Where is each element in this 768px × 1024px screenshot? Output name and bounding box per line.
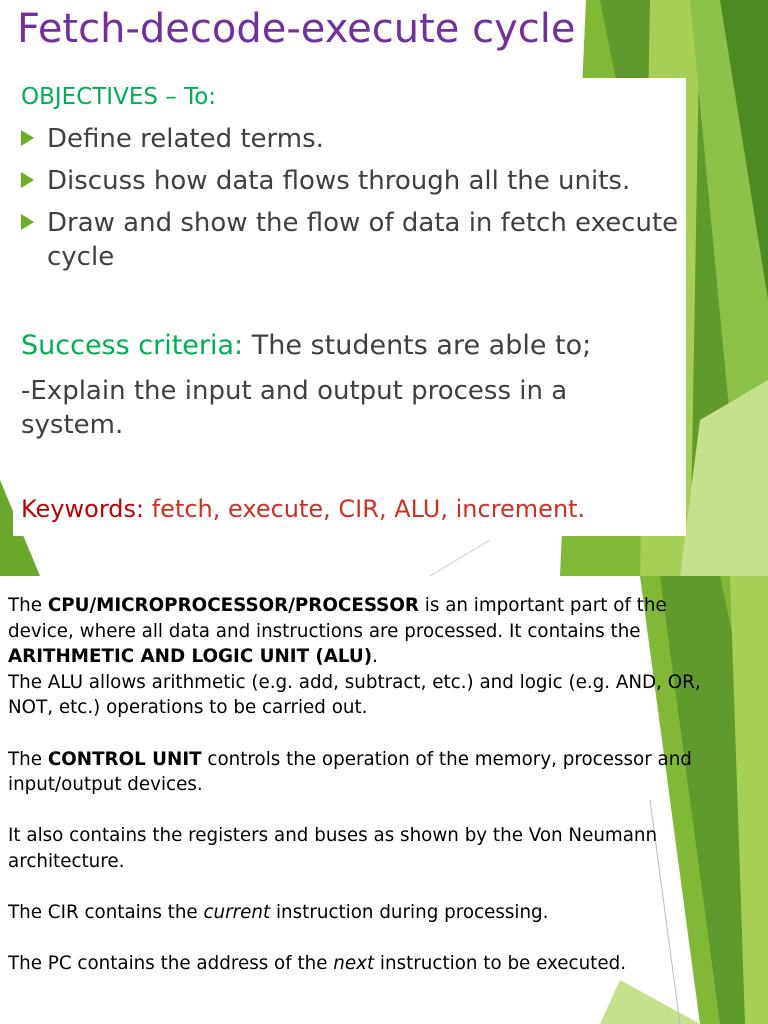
content-panel — [13, 78, 686, 536]
keywords-values: fetch, execute, CIR, ALU, increment. — [144, 495, 586, 523]
text-run: The CIR contains the — [8, 902, 204, 924]
text-run: controls the operation of the memory, processor and input/output devices. — [8, 748, 692, 796]
objective-item — [21, 164, 681, 198]
text-run: The — [8, 748, 48, 770]
objectives-heading: OBJECTIVES – To: — [21, 84, 217, 110]
italic-term: current — [203, 902, 271, 924]
text-run: The — [8, 595, 48, 616]
paragraph-control-unit — [8, 747, 723, 798]
italic-term: next — [333, 953, 375, 975]
text-run: The PC contains the address of the — [8, 953, 334, 975]
bullet-arrow-icon — [21, 172, 34, 188]
objective-item — [21, 206, 681, 274]
paragraph-pc — [8, 951, 723, 977]
text-run: is an important part of the device, where all data and instructions are processed. It contains the — [8, 595, 667, 642]
objective-text: Define related terms. — [47, 124, 324, 154]
paragraph-cpu — [8, 593, 723, 721]
success-criteria-item: -Explain the input and output process in a system. — [21, 376, 568, 440]
objectives-list — [21, 122, 681, 282]
paragraph-registers: It also contains the registers and buses as shown by the Von Neumann architecture. — [8, 825, 658, 872]
success-criteria-label: Success criteria: — [21, 330, 244, 361]
slide-cpu-description — [0, 576, 768, 1024]
objective-text: Discuss how data flows through all the units. — [47, 166, 631, 196]
bold-term: CPU/MICROPROCESSOR/PROCESSOR — [47, 595, 419, 616]
slide-title: Fetch-decode-execute cycle — [17, 6, 576, 52]
paragraph-cir — [8, 900, 723, 926]
success-criteria-text: The students are able to; — [243, 330, 592, 361]
objective-text: Draw and show the flow of data in fetch execute cycle — [47, 208, 679, 272]
text-run: instruction during processing. — [270, 902, 549, 924]
success-criteria — [21, 329, 681, 363]
bold-term: ARITHMETIC AND LOGIC UNIT (ALU) — [8, 646, 373, 668]
body-text — [8, 593, 723, 1003]
bullet-arrow-icon — [21, 130, 34, 146]
objective-item — [21, 122, 681, 156]
keywords-label: Keywords: — [21, 495, 145, 523]
keywords — [21, 492, 585, 526]
bullet-arrow-icon — [21, 214, 34, 230]
bold-term: CONTROL UNIT — [47, 748, 202, 770]
text-run: The ALU allows arithmetic (e.g. add, subtract, etc.) and logic (e.g. AND, OR, NOT, etc.) operations to be carried out. — [8, 671, 701, 719]
text-run: . — [372, 646, 378, 668]
text-run: instruction to be executed. — [374, 953, 627, 975]
